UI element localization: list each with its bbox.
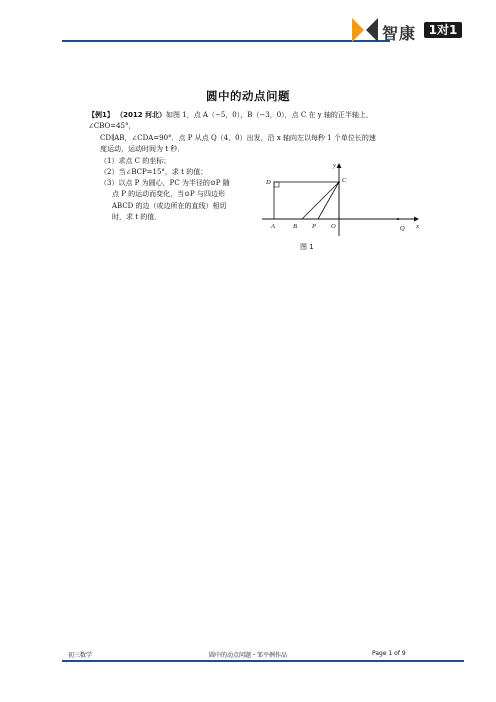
problem-line-1 bbox=[88, 110, 418, 133]
brand-logo bbox=[352, 18, 464, 42]
point-q bbox=[397, 218, 399, 220]
header-rule bbox=[62, 40, 390, 42]
question-3-line-3: ABCD 的边（或边所在的直线）相切 bbox=[112, 201, 227, 210]
question-3-line-4: 时，求 t 的值． bbox=[112, 213, 162, 222]
point-c bbox=[338, 181, 340, 183]
label-p: P bbox=[312, 223, 316, 230]
problem-source: （2012 河北） bbox=[116, 111, 167, 119]
x-axis-arrow bbox=[414, 217, 419, 222]
label-y: y bbox=[333, 162, 336, 169]
footer-subject: 初三数学 bbox=[68, 652, 93, 659]
question-2: （2）当∠BCP=15°，求 t 的值； bbox=[100, 168, 208, 176]
question-1: （1）求点 C 的坐标； bbox=[100, 157, 171, 165]
problem-text-1: 如图 1，点 A（−5，0），B（−3，0），点 C 在 y 轴的正半轴上，∠CBO=45°， bbox=[88, 111, 373, 131]
segment-pc bbox=[318, 182, 339, 219]
problem-line-3: 度运动，运动时间为 t 秒． bbox=[100, 145, 185, 154]
label-a: A bbox=[271, 223, 275, 230]
question-3-line-1: （3）以点 P 为圆心，PC 为半径的⊙P 随 bbox=[100, 179, 230, 187]
footer-title: 圆中的动点问题・邹平例作品 bbox=[208, 652, 287, 659]
problem-statement bbox=[88, 110, 418, 156]
figure-svg bbox=[262, 158, 422, 236]
quadrilateral-abcd bbox=[274, 182, 339, 219]
question-3 bbox=[100, 178, 250, 224]
question-3-line-2: 点 P 的运动而变化，当⊙P 与四边形 bbox=[112, 190, 225, 199]
label-b: B bbox=[293, 223, 297, 230]
y-axis-arrow bbox=[337, 163, 342, 168]
problem-line-2: CD∥AB，∠CDA=90°．点 P 从点 Q（4，0）出发，沿 x 轴向左以每秒 1 个单位长的速 bbox=[100, 133, 376, 142]
right-angle-mark bbox=[274, 182, 279, 187]
geometry-figure bbox=[262, 158, 422, 236]
label-q: Q bbox=[400, 225, 405, 232]
logo-icon bbox=[352, 18, 378, 42]
segment-bc bbox=[302, 182, 339, 219]
label-d: D bbox=[266, 179, 271, 186]
footer-page-number: Page 1 of 9 bbox=[372, 650, 406, 657]
brand-badge: 1对1 bbox=[424, 22, 462, 38]
brand-text: 智康 bbox=[382, 24, 417, 43]
figure-caption: 图 1 bbox=[300, 243, 314, 251]
footer-rule bbox=[62, 660, 464, 662]
label-o: O bbox=[331, 223, 336, 230]
page-title: 圆中的动点问题 bbox=[206, 89, 290, 103]
example-tag: 【例1】 bbox=[88, 111, 114, 119]
label-x: x bbox=[416, 223, 419, 230]
label-c: C bbox=[342, 177, 347, 184]
